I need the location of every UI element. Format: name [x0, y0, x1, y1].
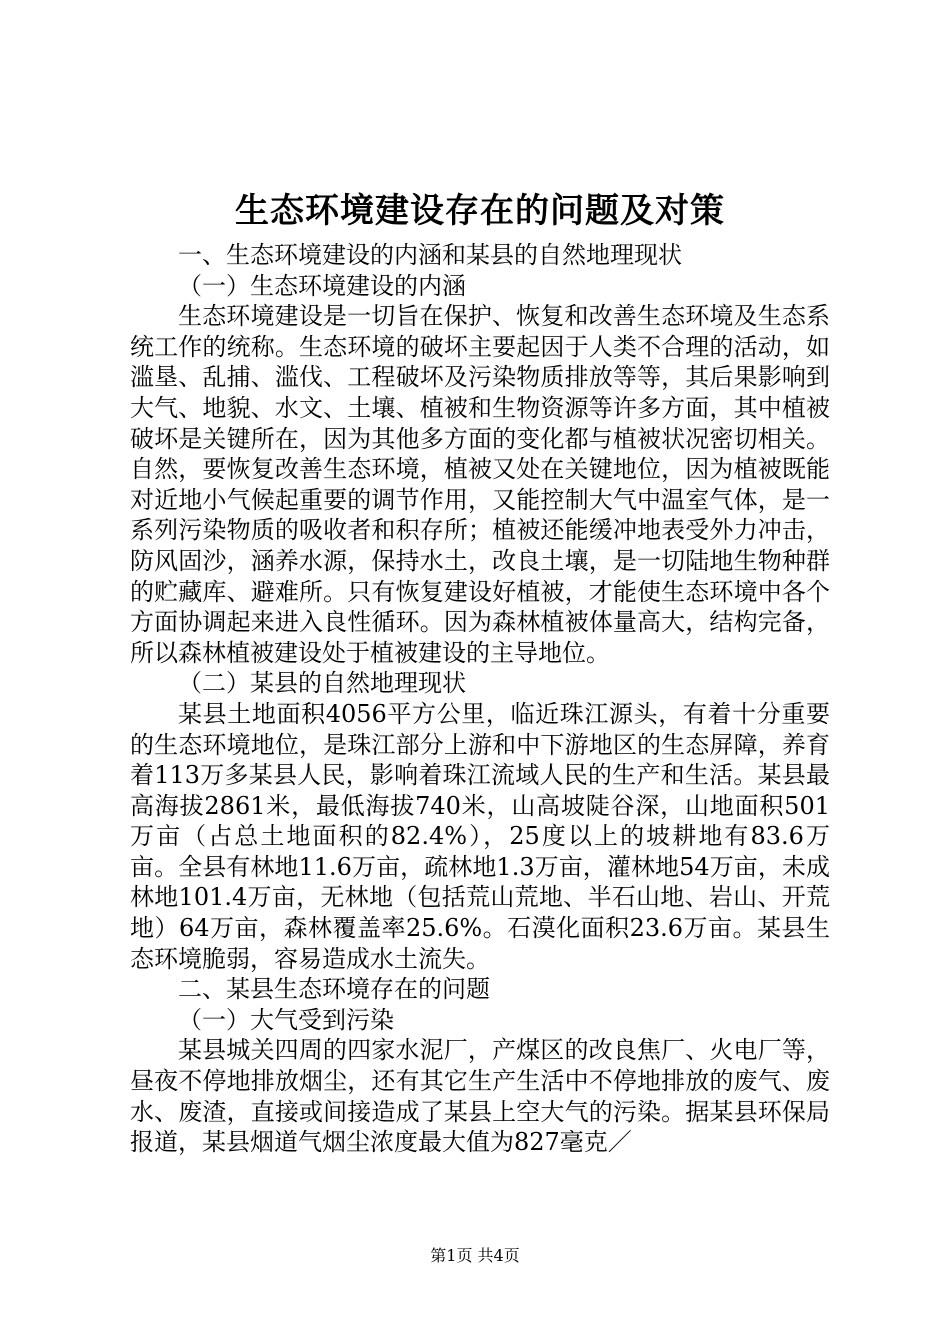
document-body: [130, 186, 830, 1158]
document-title: 生态环境建设存在的问题及对策: [235, 191, 725, 231]
paragraph: 某县城关四周的四家水泥厂，产煤区的改良焦厂、火电厂等，昼夜不停地排放烟尘，还有其它生产生活中不停地排放的废气、废水、废渣，直接或间接造成了某县上空大气的污染。据某县环保局报道，某县烟道气烟尘浓度最大值为827毫克／: [130, 1036, 830, 1157]
paragraph: 生态环境建设是一切旨在保护、恢复和改善生态环境及生态系统工作的统称。生态环境的破坏主要起因于人类不合理的活动，如滥垦、乱捕、滥伐、工程破坏及污染物质排放等等，其后果影响到大气、地貌、水文、土壤、植被和生物资源等许多方面，其中植被破坏是关键所在，因为其他多方面的变化都与植被状况密切相关。自然，要恢复改善生态环境，植被又处在关键地位，因为植被既能对近地小气候起重要的调节作用，又能控制大气中温室气体，是一系列污染物质的吸收者和积存所；植被还能缓冲地表受外力冲击，防风固沙，涵养水源，保持水土，改良土壤，是一切陆地生物种群的贮藏库、避难所。只有恢复建设好植被，才能使生态环境中各个方面协调起来进入良性循环。因为森林植被体量高大，结构完备，所以森林植被建设处于植被建设的主导地位。: [130, 302, 830, 667]
paragraph: 某县土地面积4056平方公里，临近珠江源头，有着十分重要的生态环境地位，是珠江部分上游和中下游地区的生态屏障，养育着113万多某县人民，影响着珠江流域人民的生产和生活。某县最高海拔2861米，最低海拔740米，山高坡陡谷深，山地面积501万亩（占总土地面积的82.4%），25度以上的坡耕地有83.6万亩。全县有林地11.6万亩，疏林地1.3万亩，灌林地54万亩，未成林地101.4万亩，无林地（包括荒山荒地、半石山地、岩山、开荒地）64万亩，森林覆盖率25.6%。石漠化面积23.6万亩。某县生态环境脆弱，容易造成水土流失。: [130, 699, 830, 973]
section-heading-2: 二、某县生态环境存在的问题: [178, 975, 490, 1004]
section-heading-1: 一、生态环境建设的内涵和某县的自然地理现状: [178, 241, 682, 269]
page-footer: 第1页 共4页: [430, 1246, 520, 1265]
subsection-heading-1-1: （一）生态环境建设的内涵: [178, 271, 466, 300]
subsection-heading-2-1: （一）大气受到污染: [178, 1005, 394, 1034]
subsection-heading-1-2: （二）某县的自然地理现状: [178, 669, 466, 698]
